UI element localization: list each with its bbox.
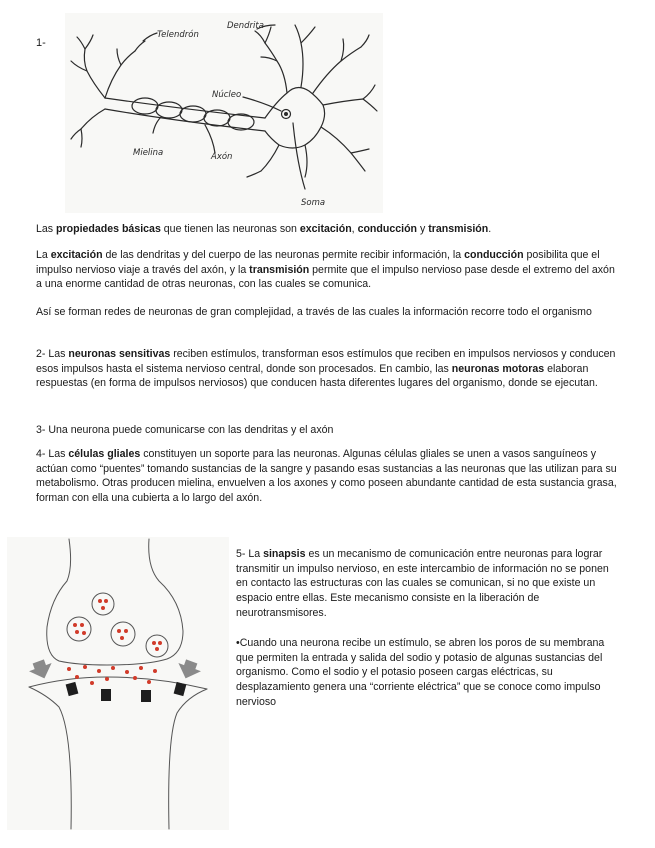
paragraph-item-2: 2- Las neuronas sensitivas reciben estímulos, transforman esos estímulos que reciben en impulsos nerviosos y conducen esos impulsos hasta el sistema nervioso central, donde son procesados. En cambio, las neuronas motoras elaboran respuestas (en forma de impulsos nerviosos) que conducen hasta diferentes lugares del organismo, donde se ejecutan. (36, 348, 616, 390)
paragraph-impulse: •Cuando una neurona recibe un estímulo, se abren los poros de su membrana que permiten la entrada y salida del sodio y potasio de algunas sustancias del organismo. Como el sodio y el potasio poseen cargas eléctricas, su desplazamiento genera una “corriente eléctrica” que se conoce como impulso nervioso (236, 637, 605, 708)
label-nucleo: Núcleo (212, 90, 242, 100)
label-mielina: Mielina (133, 148, 164, 158)
paragraph-item-3: 3- Una neurona puede comunicarse con las dendritas y el axón (36, 424, 334, 436)
synapse-diagram (7, 537, 229, 830)
neuron-diagram (65, 13, 383, 213)
label-telendron: Telendrón (157, 30, 199, 40)
paragraph-item-4: 4- Las células gliales constituyen un soporte para las neuronas. Algunas células gliales se unen a vasos sanguíneos y actúan como “puentes” tomando sustancias de la sangre y pasando esas sustancias a las neuronas que las utilizan para su metabolismo. Otras producen mielina, envuelven a los axones y como poseen abundante cantidad de esta sustancia grasa, forman con ella una cubierta a lo largo del axón. (36, 448, 617, 505)
label-soma: Soma (301, 198, 326, 208)
label-dendrita: Dendrita (227, 21, 264, 31)
paragraph-networks: Así se forman redes de neuronas de gran complejidad, a través de las cuales la información recorre todo el organismo (36, 306, 592, 318)
item-number-1: 1- (36, 37, 46, 49)
paragraph-properties: Las propiedades básicas que tienen las neuronas son excitación, conducción y transmisión. (36, 223, 492, 235)
paragraph-excitation: La excitación de las dendritas y del cuerpo de las neuronas permite recibir información, la conducción posibilita que el impulso nervioso viaje a través del axón, y la transmisión permite que el impulso nervioso pase desde el extremo del axón a una enorme cantidad de otras neuronas, con las cuales se comunica. (36, 249, 615, 291)
paragraph-item-5: 5- La sinapsis es un mecanismo de comunicación entre neuronas para lograr transmitir un impulso nervioso, en este intercambio de información no se ponen en contacto las estructuras con las cuales se comunican, si no que existe un espacio entre ellas. Este mecanismo consiste en la liberación de neurotransmisores. (236, 548, 609, 619)
label-axon: Axón (211, 152, 233, 162)
